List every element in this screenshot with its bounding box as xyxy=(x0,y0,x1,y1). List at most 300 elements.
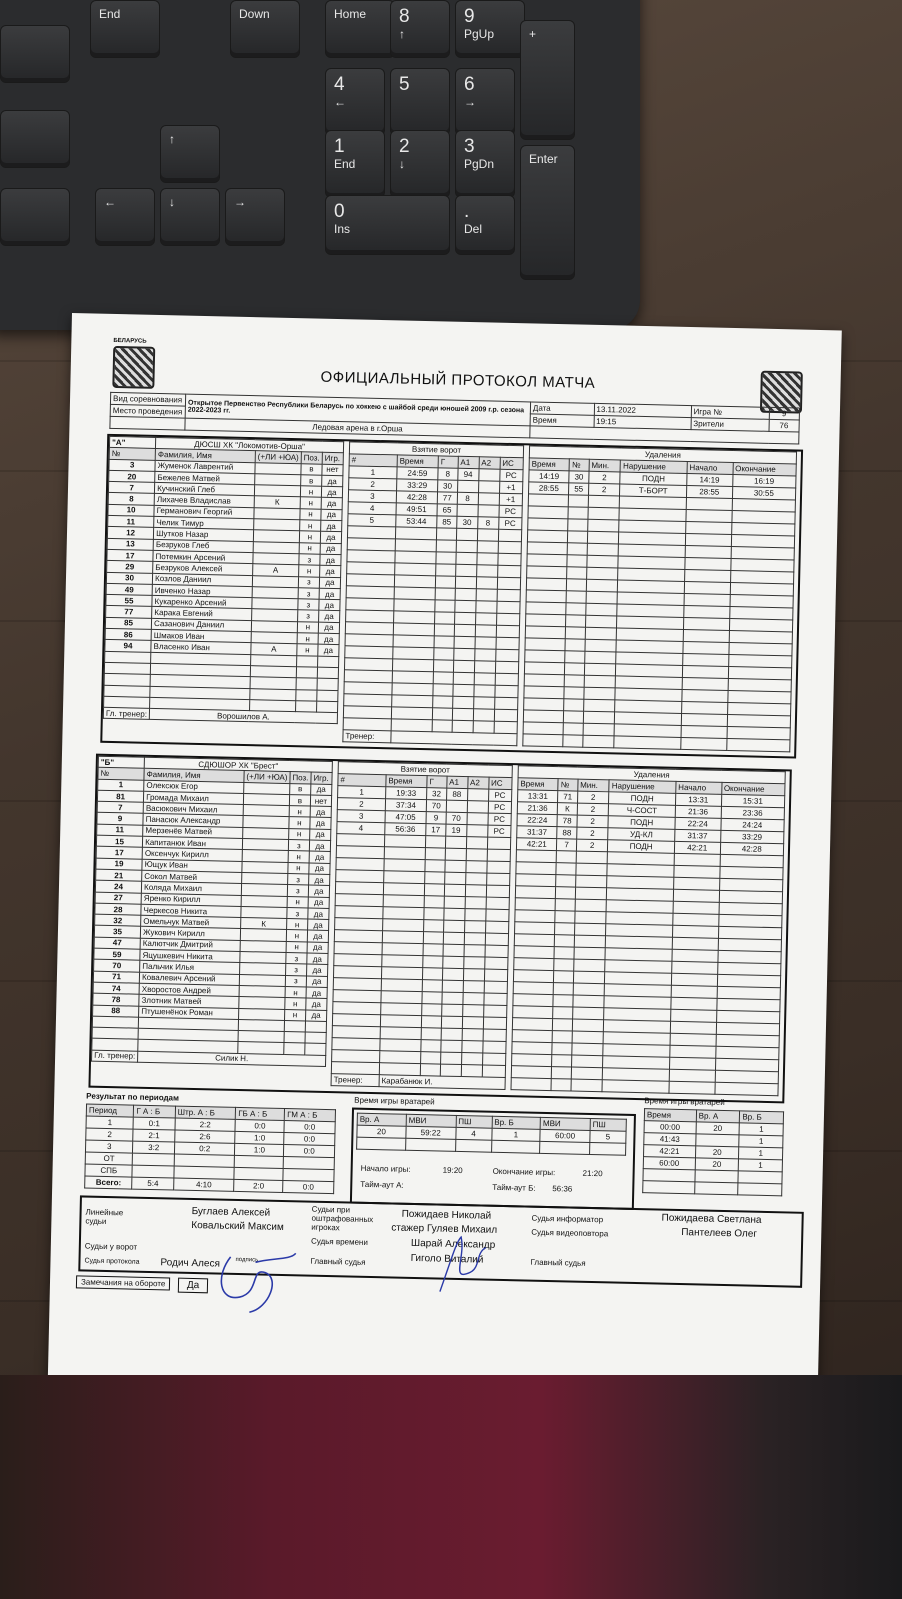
goal-cell xyxy=(463,969,484,981)
penalty-cell xyxy=(523,734,564,747)
goalie-time-cell xyxy=(590,1142,626,1155)
key-home[interactable] xyxy=(325,0,395,58)
goal-cell: 42:28 xyxy=(396,491,437,504)
penalty-cell xyxy=(514,958,555,971)
goal-cell xyxy=(455,600,476,612)
goal-cell xyxy=(483,1005,507,1018)
key-pgup[interactable] xyxy=(455,0,525,58)
penalty-cell xyxy=(681,713,727,726)
goals-col-header: # xyxy=(338,774,386,787)
player-name: Бежелев Матвей xyxy=(155,471,255,485)
key-end[interactable] xyxy=(90,0,160,58)
goal-cell xyxy=(486,873,510,886)
penalty-cell xyxy=(513,1006,554,1019)
player-name: Васюкович Михаил xyxy=(143,802,243,816)
goal-cell xyxy=(498,541,522,554)
team-name: СДЮШОР ХК "Брест" xyxy=(144,757,332,773)
player-played xyxy=(317,656,338,668)
player-played: да xyxy=(321,498,342,510)
player-position: в xyxy=(301,463,322,475)
key-k4[interactable] xyxy=(325,68,385,136)
goal-cell xyxy=(487,849,511,862)
goalie-time-cell xyxy=(405,1138,455,1151)
penalty-cell xyxy=(584,663,616,676)
period-cell xyxy=(234,1167,283,1180)
key-k2[interactable] xyxy=(390,130,450,198)
goal-cell xyxy=(467,801,488,813)
penalties-col-header: Время xyxy=(529,458,570,471)
player-number: 49 xyxy=(106,583,152,595)
penalty-cell xyxy=(523,722,564,735)
penalty-cell xyxy=(670,1045,716,1058)
end-time: 21:20 xyxy=(582,1168,603,1179)
penalty-cell xyxy=(670,1033,716,1046)
penalty-cell xyxy=(526,578,567,591)
period-cell: 2:2 xyxy=(175,1118,236,1131)
goal-cell xyxy=(454,624,475,636)
period-cell: Всего: xyxy=(85,1176,133,1189)
penalty-cell xyxy=(673,913,719,926)
penalty-cell xyxy=(682,665,728,678)
penalty-cell xyxy=(513,982,554,995)
player-number: 94 xyxy=(105,640,151,652)
goalie-time-col-header: МВИ xyxy=(540,1117,590,1130)
penalty-cell: 13:31 xyxy=(518,790,559,803)
penalty-cell xyxy=(528,494,569,507)
penalty-cell xyxy=(588,495,620,508)
key-main-label: → xyxy=(234,195,246,209)
penalty-cell xyxy=(685,521,731,534)
game-label: Игра № xyxy=(691,406,769,420)
penalty-cell xyxy=(565,663,585,675)
start-time: 19:20 xyxy=(442,1165,463,1176)
goal-cell xyxy=(425,872,445,884)
goal-cell xyxy=(443,944,464,956)
goalie-change-cell: 1 xyxy=(739,1147,783,1160)
key-main-label: End xyxy=(99,7,121,21)
goal-cell xyxy=(497,589,521,602)
penalty-cell xyxy=(573,995,605,1008)
timeout-b: 56:36 xyxy=(552,1184,573,1194)
penalty-cell xyxy=(552,1043,572,1055)
penalty-cell: 15:31 xyxy=(721,794,785,807)
goal-cell xyxy=(486,897,510,910)
penalty-cell xyxy=(513,994,554,1007)
key-k5[interactable] xyxy=(390,68,450,136)
player-played: да xyxy=(310,818,331,830)
player-position: з xyxy=(285,975,306,987)
player-name: Омельчук Матвей xyxy=(141,915,241,929)
goal-cell xyxy=(435,588,455,600)
roster-col-header: (+ЛИ +ЮА) xyxy=(255,451,301,463)
penalty-cell xyxy=(587,531,619,544)
penalties-col-header: Нарушение xyxy=(609,780,676,794)
goal-cell: 4 xyxy=(348,502,396,515)
goalie-time-cell xyxy=(357,1137,406,1150)
player-name: Ковалевич Арсений xyxy=(139,972,239,986)
penalty-cell xyxy=(681,725,727,738)
player-played: да xyxy=(306,998,327,1010)
goal-cell xyxy=(382,943,423,956)
key-blank[interactable] xyxy=(0,25,70,83)
penalty-cell: 24:24 xyxy=(720,818,784,831)
penalty-cell xyxy=(551,1079,571,1091)
penalty-cell xyxy=(587,555,619,568)
goal-cell xyxy=(347,526,395,539)
goals-col-header: Время xyxy=(397,455,438,468)
penalties-col-header: Нарушение xyxy=(620,460,687,474)
goal-judges-label: Судьи у ворот xyxy=(84,1241,138,1252)
goalie-time-cell xyxy=(540,1141,590,1154)
goalie-time-cell: 4 xyxy=(455,1127,491,1140)
key-blank[interactable] xyxy=(0,110,70,168)
player-number: 88 xyxy=(93,1005,139,1017)
goals-title: Взятие ворот xyxy=(338,762,512,778)
key-top-label: 1 xyxy=(334,136,345,157)
player-position: з xyxy=(286,953,307,965)
period-cell: 1:0 xyxy=(235,1131,284,1144)
goal-cell xyxy=(461,1053,482,1065)
player-played xyxy=(305,1021,326,1033)
key-k1[interactable] xyxy=(325,130,385,198)
player-played: да xyxy=(321,486,342,498)
penalty-cell xyxy=(526,614,567,627)
periods-col-header: Штр. А : Б xyxy=(175,1106,236,1119)
player-name: Сокол Матвей xyxy=(142,870,242,884)
penalty-cell xyxy=(572,1043,604,1056)
player-position: н xyxy=(289,806,310,818)
player-played: да xyxy=(319,588,340,600)
key-main-label: Home xyxy=(334,7,367,21)
goal-cell xyxy=(466,825,487,837)
goal-cell xyxy=(477,553,498,565)
goalie-time-col-header: Вр. Б xyxy=(492,1116,541,1129)
goal-cell xyxy=(346,574,394,587)
penalty-cell xyxy=(514,934,555,947)
player-position xyxy=(296,667,317,679)
goal-cell xyxy=(381,979,422,992)
key-k3[interactable] xyxy=(455,130,515,198)
goal-cell xyxy=(453,684,474,696)
goalie-time-col-header: ПШ xyxy=(456,1115,492,1128)
goal-cell xyxy=(392,683,433,696)
goal-cell xyxy=(391,707,432,720)
penalty-cell xyxy=(574,947,606,960)
goal-cell xyxy=(464,921,485,933)
key-arrowright[interactable] xyxy=(225,188,285,246)
goal-cell xyxy=(443,920,464,932)
penalty-cell xyxy=(683,617,729,630)
linesman-2: Ковальский Максим xyxy=(191,1219,284,1234)
penalties-col-header: Окончание xyxy=(733,463,797,476)
goal-cell xyxy=(466,837,487,849)
goal-cell xyxy=(442,980,463,992)
goal-cell xyxy=(496,601,520,614)
goal-cell xyxy=(332,1038,380,1051)
player-position xyxy=(297,655,318,667)
penalty-cell xyxy=(572,1031,604,1044)
goal-cell: 8 xyxy=(457,492,478,504)
key-del[interactable] xyxy=(455,195,515,255)
penalty-cell xyxy=(555,911,575,923)
goal-cell: 94 xyxy=(458,468,479,480)
goal-cell xyxy=(485,933,509,946)
penalty-cell xyxy=(672,937,718,950)
penalty-cell xyxy=(576,851,608,864)
roster-col-header: № xyxy=(98,768,144,780)
penalty-cell xyxy=(527,530,568,543)
penalty-cell: ПОДН xyxy=(608,840,675,854)
player-played xyxy=(317,667,338,679)
goal-cell xyxy=(494,697,518,710)
roster-col-header: № xyxy=(109,448,155,460)
player-position: в xyxy=(290,783,311,795)
player-number: 30 xyxy=(106,572,152,584)
scorer: Родич Алеся xyxy=(160,1257,221,1270)
team-b-section xyxy=(88,754,791,1104)
key-k6[interactable] xyxy=(455,68,515,136)
penalty-cell xyxy=(576,863,608,876)
belarus-emblem-left xyxy=(112,346,155,389)
goal-cell xyxy=(391,719,432,732)
goal-cell xyxy=(473,709,494,721)
player-played: да xyxy=(309,840,330,852)
penalty-cell xyxy=(726,738,790,751)
player-name: Кукаренко Арсений xyxy=(152,596,252,610)
goal-cell xyxy=(454,612,475,624)
penalty-cell xyxy=(568,531,588,543)
key-arrowup[interactable] xyxy=(160,125,220,183)
team-tag: "Б" xyxy=(98,756,144,768)
key-plus[interactable] xyxy=(520,20,575,140)
penalty-cell: 71 xyxy=(558,791,578,803)
player-number: 77 xyxy=(106,606,152,618)
penalty-cell xyxy=(585,639,617,652)
player-position: з xyxy=(298,576,319,588)
player-name: Панасюк Александр xyxy=(143,814,243,828)
penalty-cell xyxy=(566,627,586,639)
goal-cell xyxy=(420,1064,440,1076)
penalties-col-header: Начало xyxy=(676,781,722,794)
player-position: н xyxy=(300,520,321,532)
penalty-cell xyxy=(584,651,616,664)
roster-col-header: Игр. xyxy=(311,772,332,784)
goal-cell xyxy=(344,694,392,707)
goal-cell xyxy=(478,493,499,505)
penalty-cell xyxy=(524,674,565,687)
player-position: н xyxy=(286,930,307,942)
roster-col-header: Фамилия, Имя xyxy=(155,449,255,463)
goal-cell xyxy=(392,659,433,672)
penalty-cell: 42:28 xyxy=(720,842,784,855)
goal-cell xyxy=(462,1029,483,1041)
player-number: 55 xyxy=(106,595,152,607)
penalty-cell xyxy=(564,711,584,723)
goal-cell xyxy=(496,613,520,626)
goal-cell: 24:59 xyxy=(397,467,438,480)
penalties-col-header: Окончание xyxy=(721,782,785,795)
period-cell: 3 xyxy=(85,1140,133,1153)
player-number: 10 xyxy=(108,504,154,516)
key-top-label: 6 xyxy=(464,74,475,95)
player-number: 47 xyxy=(94,937,140,949)
player-played: нет xyxy=(322,464,343,476)
goal-cell xyxy=(435,600,455,612)
penalty-judges-label: Судьи при оштрафованных игроках xyxy=(311,1204,374,1233)
goal-cell xyxy=(436,540,456,552)
key-blank[interactable] xyxy=(0,188,70,246)
player-name: Капитанюк Иван xyxy=(142,836,242,850)
player-position xyxy=(284,1032,305,1044)
player-name: Олексюк Егор xyxy=(144,780,244,794)
goal-cell xyxy=(446,800,467,812)
goal-cell xyxy=(444,872,465,884)
player-played: нет xyxy=(310,795,331,807)
protocol-title: ОФИЦИАЛЬНЫЙ ПРОТОКОЛ МАТЧА xyxy=(320,368,596,392)
penalty-cell xyxy=(554,959,574,971)
goal-cell xyxy=(456,552,477,564)
penalties-table xyxy=(522,445,797,752)
penalty-cell xyxy=(672,925,718,938)
goal-cell: 8 xyxy=(477,517,498,529)
trainer: Карабанюк И. xyxy=(379,1075,505,1090)
goal-cell xyxy=(347,562,395,575)
goal-cell xyxy=(485,909,509,922)
goal-cell xyxy=(334,930,382,943)
player-name: Шутков Назар xyxy=(154,528,254,542)
goals-col-header: Г xyxy=(438,456,458,468)
goal-cell: 70 xyxy=(446,812,467,824)
penalty-cell xyxy=(512,1018,553,1031)
player-played: да xyxy=(307,930,328,942)
player-number: 59 xyxy=(94,948,140,960)
penalty-cell xyxy=(515,898,556,911)
penalty-cell xyxy=(673,901,719,914)
head-coach: Силик Н. xyxy=(138,1051,326,1067)
player-position: н xyxy=(297,644,318,656)
key-down[interactable] xyxy=(230,0,300,58)
goal-cell xyxy=(476,565,497,577)
player-number: 35 xyxy=(94,926,140,938)
period-cell: 1:0 xyxy=(235,1143,284,1156)
player-name: Яренко Кирилл xyxy=(141,893,241,907)
key-main-label: ↑ xyxy=(399,27,405,41)
key-arrowdown[interactable] xyxy=(160,188,220,246)
penalty-cell xyxy=(673,877,719,890)
goal-cell xyxy=(379,1063,420,1076)
trainer xyxy=(391,731,517,746)
goal-cell xyxy=(424,920,444,932)
penalty-cell xyxy=(683,629,729,642)
periods-col-header: Период xyxy=(86,1104,134,1117)
goal-cell xyxy=(484,957,508,970)
chief-judge-label: Главный судья xyxy=(530,1257,586,1268)
goal-cell xyxy=(441,1040,462,1052)
goal-cell xyxy=(433,672,453,684)
penalty-judge-2: стажер Гуляев Михаил xyxy=(391,1222,498,1236)
timekeeper: Шарай Александр xyxy=(410,1237,496,1251)
penalty-cell xyxy=(674,865,720,878)
goalie-change-cell: 20 xyxy=(696,1122,740,1135)
penalty-cell xyxy=(554,971,574,983)
roster-col-header: Игр. xyxy=(322,453,343,465)
penalty-cell xyxy=(573,983,605,996)
penalty-cell xyxy=(614,736,681,750)
goal-cell xyxy=(474,649,495,661)
period-cell: 5:4 xyxy=(132,1177,174,1190)
player-played: да xyxy=(309,863,330,875)
penalty-cell xyxy=(573,971,605,984)
goalie-change-cell: 41:43 xyxy=(644,1133,696,1146)
goal-cell xyxy=(379,1051,420,1064)
goal-cell xyxy=(433,684,453,696)
penalty-cell xyxy=(669,1081,715,1094)
info-judge: Пожидаева Светлана xyxy=(661,1212,762,1226)
goal-cell xyxy=(463,957,484,969)
penalties-title: Удаления xyxy=(518,766,785,784)
penalty-cell xyxy=(527,542,568,555)
player-position: н xyxy=(297,633,318,645)
signature-scribble xyxy=(209,1246,301,1318)
penalty-cell xyxy=(669,1069,715,1082)
goalie-change-cell xyxy=(694,1182,738,1195)
goal-cell xyxy=(452,696,473,708)
goal-cell xyxy=(422,992,442,1004)
penalty-cell xyxy=(585,615,617,628)
key-up8[interactable] xyxy=(390,0,450,58)
goal-cell xyxy=(464,945,485,957)
periods-col-header: ГМ А : Б xyxy=(285,1109,336,1122)
competition: Открытое Первенство Республики Беларусь по хоккею с шайбой среди юношей 2009 г.р. сезона 2022-2023 гг. xyxy=(185,394,530,426)
goal-cell xyxy=(345,634,393,647)
red-fabric xyxy=(0,1375,902,1599)
goal-cell xyxy=(496,625,520,638)
goalie-time-cell: 59:22 xyxy=(406,1126,456,1139)
key-main-label: Del xyxy=(464,222,483,236)
penalty-cell xyxy=(553,1007,573,1019)
player-played: да xyxy=(308,908,329,920)
goals-col-header: Время xyxy=(386,775,427,788)
goalie-change-col-header: Вр. А xyxy=(696,1110,740,1123)
goal-cell xyxy=(483,993,507,1006)
penalty-cell xyxy=(684,605,730,618)
roster-col-header: Поз. xyxy=(301,452,322,464)
goal-cell xyxy=(393,623,434,636)
player-name: Власенко Иван xyxy=(151,641,251,655)
goal-cell xyxy=(487,837,511,850)
key-enter[interactable] xyxy=(520,145,575,280)
penalty-cell xyxy=(516,850,557,863)
goals-title: Взятие ворот xyxy=(349,442,523,458)
goal-cell: 85 xyxy=(437,516,457,528)
key-arrowleft[interactable] xyxy=(95,188,155,246)
goal-cell: 3 xyxy=(348,490,396,503)
player-position: н xyxy=(284,1009,305,1021)
goal-cell: 5 xyxy=(348,514,396,527)
player-number: 24 xyxy=(95,880,141,892)
penalty-cell xyxy=(553,995,573,1007)
periods-title: Результат по периодам xyxy=(86,1091,180,1103)
player-number: 28 xyxy=(95,903,141,915)
key-k0[interactable] xyxy=(325,195,450,255)
penalty-cell: 78 xyxy=(557,815,577,827)
goal-cell xyxy=(345,622,393,635)
goal-cell xyxy=(335,906,383,919)
player-played: да xyxy=(309,851,330,863)
player-number: 71 xyxy=(93,971,139,983)
player-name: Ивченко Назар xyxy=(152,584,252,598)
player-played: да xyxy=(308,885,329,897)
